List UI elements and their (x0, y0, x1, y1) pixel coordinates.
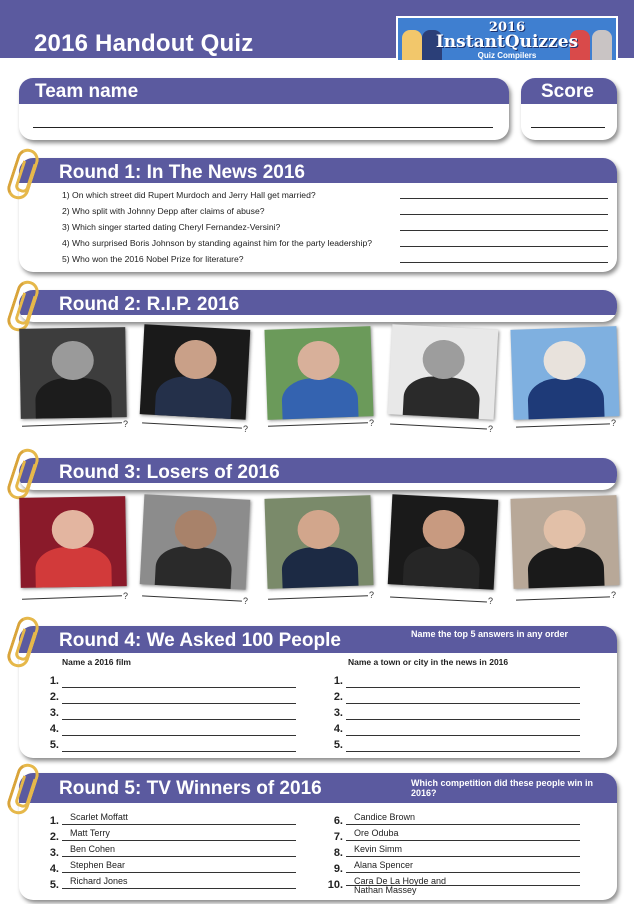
round-1-answer-3[interactable] (400, 230, 608, 231)
round-4-left-answer-5[interactable] (62, 751, 296, 752)
round-5-name-8: Kevin Simm (354, 844, 403, 854)
team-name-label: Team name (35, 81, 139, 102)
round-5-panel (19, 773, 617, 900)
rip-qmark-3: ? (369, 418, 375, 428)
round-5-name-10-cont: Nathan Massey (354, 885, 417, 895)
round-1-answer-5[interactable] (400, 262, 608, 263)
round-4-header (19, 626, 617, 653)
rip-answer-1[interactable] (22, 422, 122, 426)
round-1-answer-1[interactable] (400, 198, 608, 199)
round-2-title: Round 2: R.I.P. 2016 (59, 294, 240, 315)
round-5-number-1: 1. (49, 815, 59, 827)
round-4-right-label: Name a town or city in the news in 2016 (348, 657, 509, 667)
round-5-name-10: Cara De La Hoyde and (354, 876, 447, 886)
rip-qmark-2: ? (243, 424, 249, 434)
round-1-question-1: 1) On which street did Rupert Murdoch and Jerry Hall get married? (62, 190, 316, 200)
round-4-left-number-5: 5. (49, 739, 59, 751)
round-1-question-5: 5) Who won the 2016 Nobel Prize for literature? (62, 254, 244, 264)
round-4-right-number-4: 4. (333, 723, 343, 735)
round-5-name-9: Alana Spencer (354, 860, 414, 870)
round-3-header (19, 458, 617, 483)
round-4-right-answer-3[interactable] (346, 719, 580, 720)
round-4-right-answer-5[interactable] (346, 751, 580, 752)
round-5-number-8: 8. (333, 847, 343, 859)
round-4-left-answer-2[interactable] (62, 703, 296, 704)
round-4-left-number-2: 2. (49, 691, 59, 703)
team-name-field[interactable] (33, 127, 493, 128)
round-5-answer-7[interactable] (346, 840, 580, 841)
score-panel (521, 78, 617, 140)
team-name-panel (19, 78, 509, 140)
round-5-number-7: 7. (333, 831, 343, 843)
losers-qmark-5: ? (611, 590, 617, 600)
logo-subtitle: Quiz Compilers (477, 51, 537, 60)
losers-photo-4 (388, 494, 499, 589)
rip-answer-4[interactable] (390, 423, 487, 429)
round-5-number-3: 3. (49, 847, 59, 859)
round-5-name-4: Stephen Bear (70, 860, 126, 870)
round-4-right-number-5: 5. (333, 739, 343, 751)
losers-qmark-3: ? (369, 590, 375, 600)
round-1-answer-4[interactable] (400, 246, 608, 247)
losers-photo-5 (510, 495, 619, 589)
round-2-header (19, 290, 617, 315)
round-1-title: Round 1: In The News 2016 (59, 162, 305, 183)
round-5-title: Round 5: TV Winners of 2016 (59, 778, 322, 799)
losers-answer-3[interactable] (268, 595, 368, 599)
round-4-left-number-1: 1. (49, 675, 59, 687)
rip-qmark-1: ? (123, 419, 129, 429)
rip-answer-2[interactable] (142, 422, 242, 428)
round-1-question-4: 4) Who surprised Boris Johnson by standing against him for the party leadership? (62, 238, 373, 248)
page-title: 2016 Handout Quiz (34, 30, 254, 57)
score-field[interactable] (531, 127, 605, 128)
losers-answer-4[interactable] (390, 596, 487, 602)
rip-photo-3 (264, 326, 373, 420)
round-4-right-number-1: 1. (333, 675, 343, 687)
round-5-answer-4[interactable] (62, 872, 296, 873)
round-5-answer-3[interactable] (62, 856, 296, 857)
losers-answer-5[interactable] (516, 596, 610, 600)
round-5-number-9: 9. (333, 863, 343, 875)
round-4-left-answer-1[interactable] (62, 687, 296, 688)
round-1-question-2: 2) Who split with Johnny Depp after claims of abuse? (62, 206, 265, 216)
round-5-name-3: Ben Cohen (70, 844, 116, 854)
rip-photo-2 (140, 324, 251, 419)
rip-photo-1 (19, 327, 127, 419)
losers-photo-1 (19, 496, 127, 588)
round-5-number-4: 4. (49, 863, 59, 875)
losers-photo-3 (264, 495, 373, 589)
round-5-answer-5[interactable] (62, 888, 296, 889)
round-5-answer-2[interactable] (62, 840, 296, 841)
round-5-header (19, 773, 617, 803)
round-1-answer-2[interactable] (400, 214, 608, 215)
score-label: Score (541, 81, 594, 102)
instantquizzes-logo (396, 16, 618, 62)
rip-photo-4 (388, 324, 499, 419)
round-5-note-line-1: Which competition did these people win in (411, 778, 594, 788)
round-5-name-5: Richard Jones (70, 876, 128, 886)
round-4-left-answer-3[interactable] (62, 719, 296, 720)
round-5-note (411, 778, 593, 798)
score-header (521, 78, 617, 104)
round-4-note: Name the top 5 answers in any order (411, 629, 569, 639)
round-3-panel (19, 458, 617, 490)
round-5-answer-9[interactable] (346, 872, 580, 873)
round-5-note-line-2: 2016? (411, 788, 437, 798)
logo-brand: InstantQuizzes (435, 32, 579, 52)
rip-answer-3[interactable] (268, 422, 368, 426)
round-1-question-3: 3) Which singer started dating Cheryl Fernandez-Versini? (62, 222, 281, 232)
losers-qmark-1: ? (123, 591, 129, 601)
team-name-header (19, 78, 509, 104)
round-4-right-answer-4[interactable] (346, 735, 580, 736)
round-4-title: Round 4: We Asked 100 People (59, 630, 341, 651)
round-4-left-answer-4[interactable] (62, 735, 296, 736)
round-5-name-2: Matt Terry (70, 828, 110, 838)
round-5-number-2: 2. (49, 831, 59, 843)
rip-qmark-5: ? (611, 418, 617, 428)
round-4-left-label: Name a 2016 film (62, 657, 131, 667)
rip-photo-5 (510, 326, 619, 420)
round-5-number-10: 10. (327, 879, 343, 891)
losers-answer-2[interactable] (142, 595, 242, 601)
round-5-name-1: Scarlet Moffatt (70, 812, 128, 822)
rip-qmark-4: ? (488, 424, 494, 434)
losers-photo-2 (140, 494, 251, 589)
losers-qmark-2: ? (243, 596, 249, 606)
round-4-right-answer-2[interactable] (346, 703, 580, 704)
round-5-answer-6[interactable] (346, 824, 580, 825)
round-5-answer-8[interactable] (346, 856, 580, 857)
round-5-answer-10[interactable] (346, 885, 580, 886)
round-1-header (19, 158, 617, 183)
round-2-panel (19, 290, 617, 322)
round-4-right-answer-1[interactable] (346, 687, 580, 688)
round-5-number-6: 6. (333, 815, 343, 827)
round-1-panel (19, 158, 617, 272)
losers-qmark-4: ? (488, 596, 494, 606)
round-5-answer-1[interactable] (62, 824, 296, 825)
round-4-right-number-3: 3. (333, 707, 343, 719)
losers-answer-1[interactable] (22, 595, 122, 599)
round-4-right-number-2: 2. (333, 691, 343, 703)
round-5-name-6: Candice Brown (354, 812, 416, 822)
round-4-panel (19, 626, 617, 758)
rip-answer-5[interactable] (516, 423, 610, 427)
logo-year: 2016 (488, 20, 526, 35)
round-4-left-number-3: 3. (49, 707, 59, 719)
round-5-number-5: 5. (49, 879, 59, 891)
round-5-name-7: Ore Oduba (354, 828, 399, 838)
round-4-left-number-4: 4. (49, 723, 59, 735)
round-3-title: Round 3: Losers of 2016 (59, 462, 280, 483)
